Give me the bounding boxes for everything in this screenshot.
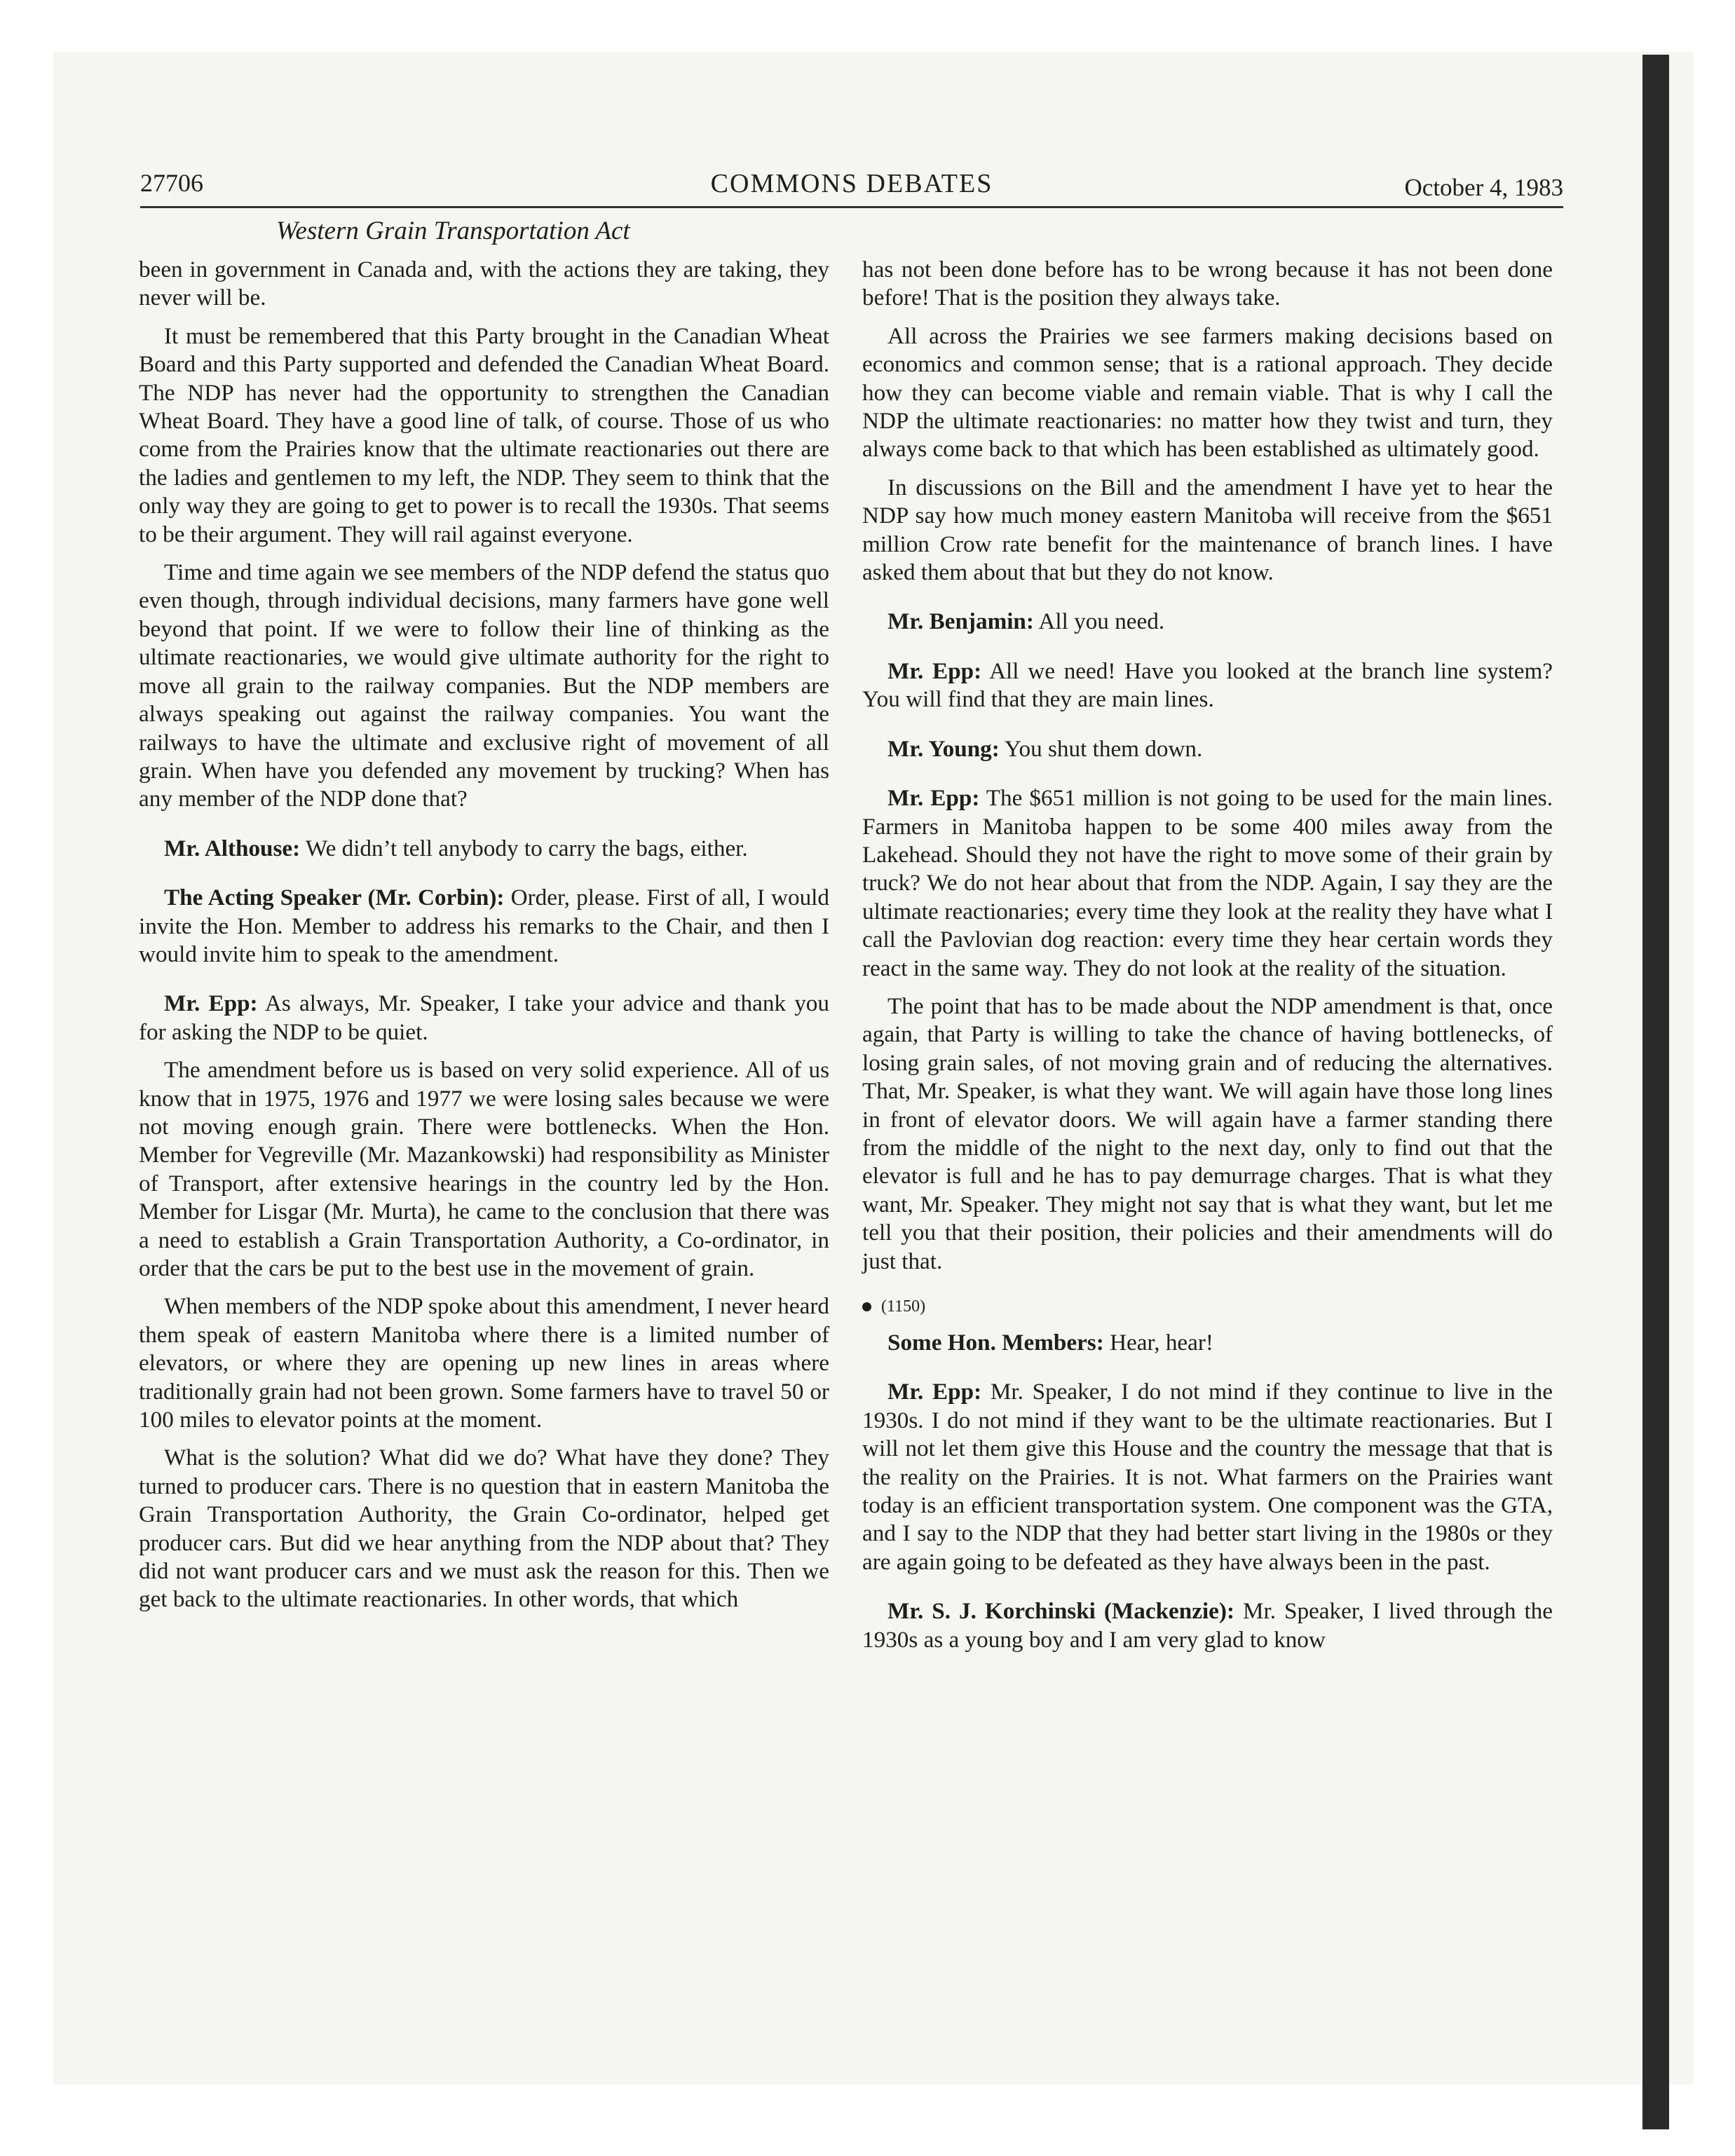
paragraph: The point that has to be made about the NDP amendment is that, once again, that Party is willing to take the chance of having bottlenecks, of losing grain sales, of not moving grain and of reducing the alternatives. That, Mr. Speaker, is what they want. We will again have those long lines in front of elevator doors. We will again have a farmer standing there from the middle of the night to the next day, only to find out that the elevator is full and he has to pay demurrage charges. That is what they want, Mr. Speaker. They might not say that is what they want, but let me tell you that their position, their policies and their amendments will do just that. (862, 992, 1553, 1274)
speech-text: All we need! Have you looked at the branch line system? You will find that they are main lines. (862, 657, 1553, 713)
running-title: COMMONS DEBATES (710, 169, 993, 198)
speech (862, 784, 1553, 983)
speech-text: The $651 million is not going to be used for the main lines. Farmers in Manitoba happen to be some 400 miles away from the Lakehead. Should they not have the right to move some of their grain by truck? We do not hear about that from the NDP. Again, I say they are the ultimate reactionaries; every time they look at the reality they have what I call the Pavlovian dog reaction: every time they hear certain words they react in the same way. They do not look at the reality of the situation. (862, 785, 1553, 981)
paragraph: In discussions on the Bill and the amendment I have yet to hear the NDP say how much money eastern Manitoba will receive from the $651 million Crow rate benefit for the maintenance of branch lines. I have asked them about that but they do not know. (862, 474, 1553, 586)
speaker-name: The Acting Speaker (Mr. Corbin): (164, 885, 505, 911)
speech (862, 1597, 1553, 1654)
page-number: 27706 (140, 169, 203, 197)
speaker-name: Mr. Epp: (887, 785, 980, 812)
speaker-name: Mr. Epp: (887, 1379, 982, 1405)
speech (139, 884, 829, 969)
speech (862, 735, 1553, 763)
speech (862, 657, 1553, 714)
speech (139, 835, 829, 863)
paragraph: been in government in Canada and, with the actions they are taking, they never will be. (139, 257, 829, 311)
bullet-icon (862, 1302, 871, 1311)
speech-text: Mr. Speaker, I do not mind if they continue to live in the 1930s. I do not mind if they want to be the ultimate reactionaries. But I will not let them give this House and the country the message that that is the reality on the Prairies. It is not. What farmers on the Prairies want today is an efficient transportation system. One component was the GTA, and I say to the NDP that they had better start living in the 1980s or they are again going to be defeated as they have always been in the past. (862, 1379, 1553, 1575)
speech-text: Order, please. First of all, I would invite the Hon. Member to address his remarks to the Chair, and then I would invite him to speak to the amendment. (139, 885, 829, 967)
speech (862, 608, 1553, 636)
speaker-name: Mr. S. J. Korchinski (Mackenzie): (887, 1598, 1235, 1625)
paragraph: It must be remembered that this Party brought in the Canadian Wheat Board and this Party supported and defended the Canadian Wheat Board. The NDP has never had the opportunity to strengthen the Canadian Wheat Board. They have a good line of talk, of course. Those of us who come from the Prairies know that the ultimate reactionaries out there are the ladies and gentlemen to my left, the NDP. They seem to think that the only way they are going to get to power is to recall the 1930s. That seems to be their argument. They will rail against everyone. (139, 322, 829, 547)
speech-text: Mr. Speaker, I lived through the 1930s as a young boy and I am very glad to know (862, 1598, 1553, 1653)
page-header (140, 165, 1563, 208)
paragraph: Time and time again we see members of the NDP defend the status quo even though, through individual decisions, many farmers have gone well beyond that point. If we were to follow their line of thinking as the ultimate reactionaries, we would give ultimate authority for the right to move all grain to the railway companies. But the NDP members are always speaking out against the railway companies. You want the railways to have the ultimate and exclusive right of movement of all grain. When have you defended any movement by trucking? When has any member of the NDP done that? (139, 559, 829, 812)
paragraph: The amendment before us is based on very solid experience. All of us know that in 1975, 1976 and 1977 we were losing sales because we were not moving enough grain. There were bottlenecks. When the Hon. Member for Vegreville (Mr. Mazankowski) had responsibility as Minister of Transport, after extensive hearings in the country led by the Hon. Member for Lisgar (Mr. Murta), he came to the conclusion that there was a need to establish a Grain Transportation Authority, a Co-ordinator, in order that the cars be put to the best use in the movement of grain. (139, 1057, 829, 1281)
speaker-name: Mr. Epp: (887, 657, 982, 684)
paragraph: When members of the NDP spoke about this amendment, I never heard them speak of eastern Manitoba where there is a limited number of elevators, or where they are opening up new lines in areas where traditionally grain had not been grown. Some farmers have to travel 50 or 100 miles to elevator points at the moment. (139, 1293, 829, 1433)
speech-text: You shut them down. (999, 735, 1203, 762)
paragraph: What is the solution? What did we do? What have they done? They turned to producer cars. There is no question that in eastern Manitoba the Grain Transportation Authority, the Grain Co-ordinator, helped get producer cars. But did we hear anything from the NDP about that? They did not want producer cars and we must ask the reason for this. Then we get back to the ultimate reactionaries. In other words, that which (139, 1445, 829, 1613)
right-column (862, 256, 1553, 1664)
speaker-name: Mr. Benjamin: (887, 608, 1034, 635)
header-date: October 4, 1983 (1404, 174, 1563, 201)
time-marker (862, 1297, 1553, 1316)
speech-text: As always, Mr. Speaker, I take your advice and thank you for asking the NDP to be quiet. (139, 990, 829, 1045)
left-column (139, 256, 829, 1624)
speaker-name: Mr. Epp: (164, 990, 258, 1017)
speech-text: We didn’t tell anybody to carry the bags, either. (300, 835, 748, 861)
speech-text: Hear, hear! (1103, 1330, 1213, 1356)
scan-edge-bar (1642, 55, 1669, 2129)
speaker-name: Some Hon. Members: (887, 1330, 1104, 1356)
section-title: Western Grain Transportation Act (276, 217, 630, 245)
speech (862, 1378, 1553, 1576)
speaker-name: Mr. Althouse: (164, 835, 301, 861)
speech-text: All you need. (1033, 608, 1165, 635)
paragraph: All across the Prairies we see farmers making decisions based on economics and common sense; that is a rational approach. They decide how they can become viable and remain viable. That is why I call the NDP the ultimate reactionaries: no matter how they twist and turn, they always come back to that which has been established as ultimately good. (862, 322, 1553, 463)
time-marker-text: (1150) (881, 1297, 926, 1316)
speaker-name: Mr. Young: (887, 735, 1000, 762)
speech (862, 1329, 1553, 1357)
paragraph: has not been done before has to be wrong because it has not been done before! That is the position they always take. (862, 257, 1553, 311)
speech (139, 990, 829, 1046)
